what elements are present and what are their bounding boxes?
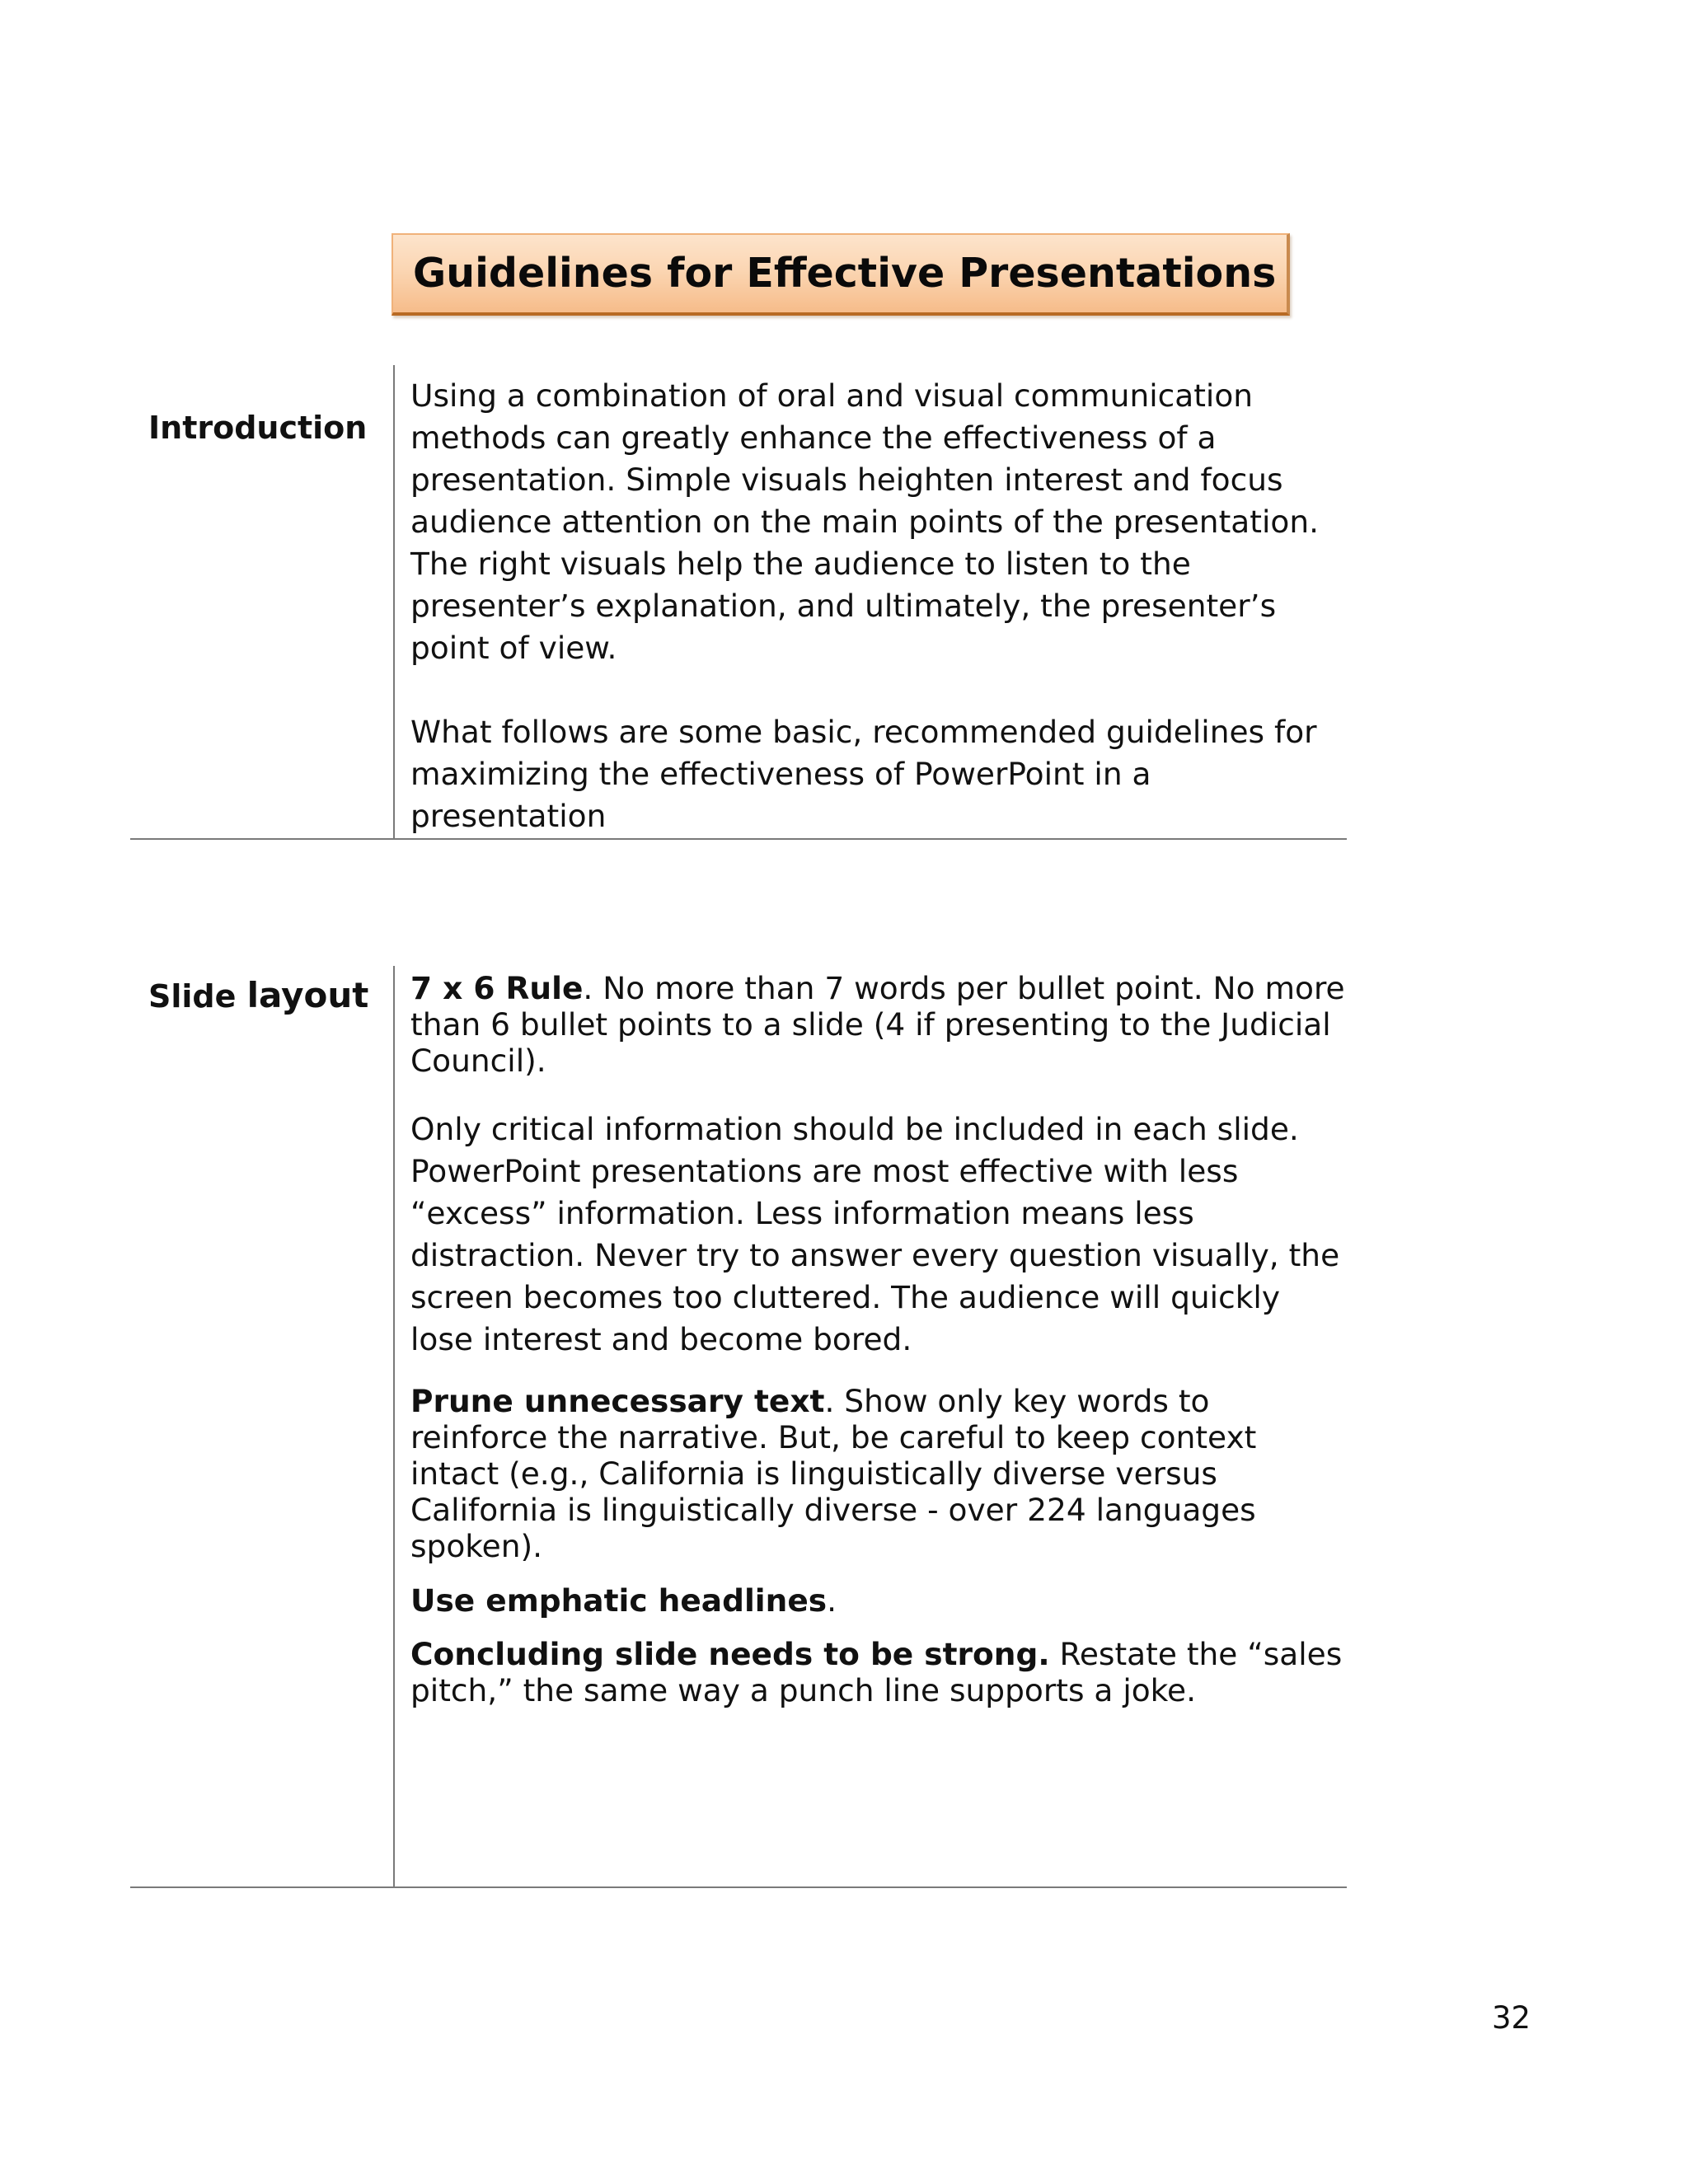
section-label-word: Slide — [148, 978, 237, 1015]
prune-heading: Prune unnecessary text — [410, 1383, 825, 1419]
headlines-heading: Use emphatic headlines — [410, 1582, 828, 1619]
title-banner — [392, 233, 1290, 316]
section-label-word: layout — [246, 975, 369, 1015]
section-label-slide-layout — [148, 975, 368, 1015]
headlines-paragraph — [410, 1582, 1350, 1619]
rule-text: . No more than 7 words per bullet point. No more than 6 bullet points to a slide (4 if presenting to the Judicial Council). — [410, 970, 1345, 1079]
introduction-column-divider — [393, 365, 395, 839]
prune-text: . Show only key words to reinforce the narrative. But, be careful to keep context intact (e.g., California is linguistically diverse versus California is linguistically diverse - over 224 languages spoken). — [410, 1383, 1257, 1564]
introduction-paragraph: Using a combination of oral and visual communication methods can greatly enhance the effectiveness of a presentation. Simple visuals heighten interest and focus audience attention on the main points of the presentation. The right visuals help the audience to listen to the presenter’s explanation, and ultimately, the presenter’s point of view. — [410, 377, 1320, 666]
introduction-bottom-rule — [130, 838, 1347, 840]
concluding-heading: Concluding slide needs to be strong. — [410, 1636, 1050, 1672]
page-title: Guidelines for Effective Presentations — [413, 250, 1277, 297]
prune-paragraph — [410, 1383, 1350, 1564]
slide-layout-bottom-rule — [130, 1886, 1347, 1888]
concluding-text: Restate the “sales pitch,” the same way a punch line supports a joke. — [410, 1636, 1343, 1708]
critical-info-paragraph: Only critical information should be included in each slide. PowerPoint presentations are most effective with less “excess” information. Less information means less distraction. Never try to answer every question visually, the screen becomes too cluttered. The audience will quickly lose interest and become bored. — [410, 1111, 1340, 1357]
section-label-introduction: Introduction — [148, 410, 368, 446]
introduction-paragraph: What follows are some basic, recommended guidelines for maximizing the effectiveness of PowerPoint in a presentation — [410, 714, 1317, 834]
slide-layout-column-divider — [393, 966, 395, 1887]
headlines-text: . — [827, 1582, 837, 1619]
concluding-paragraph — [410, 1636, 1350, 1708]
page-number: 32 — [1492, 2000, 1531, 2036]
rule-heading: 7 x 6 Rule — [410, 970, 584, 1006]
rule-paragraph — [410, 970, 1350, 1079]
